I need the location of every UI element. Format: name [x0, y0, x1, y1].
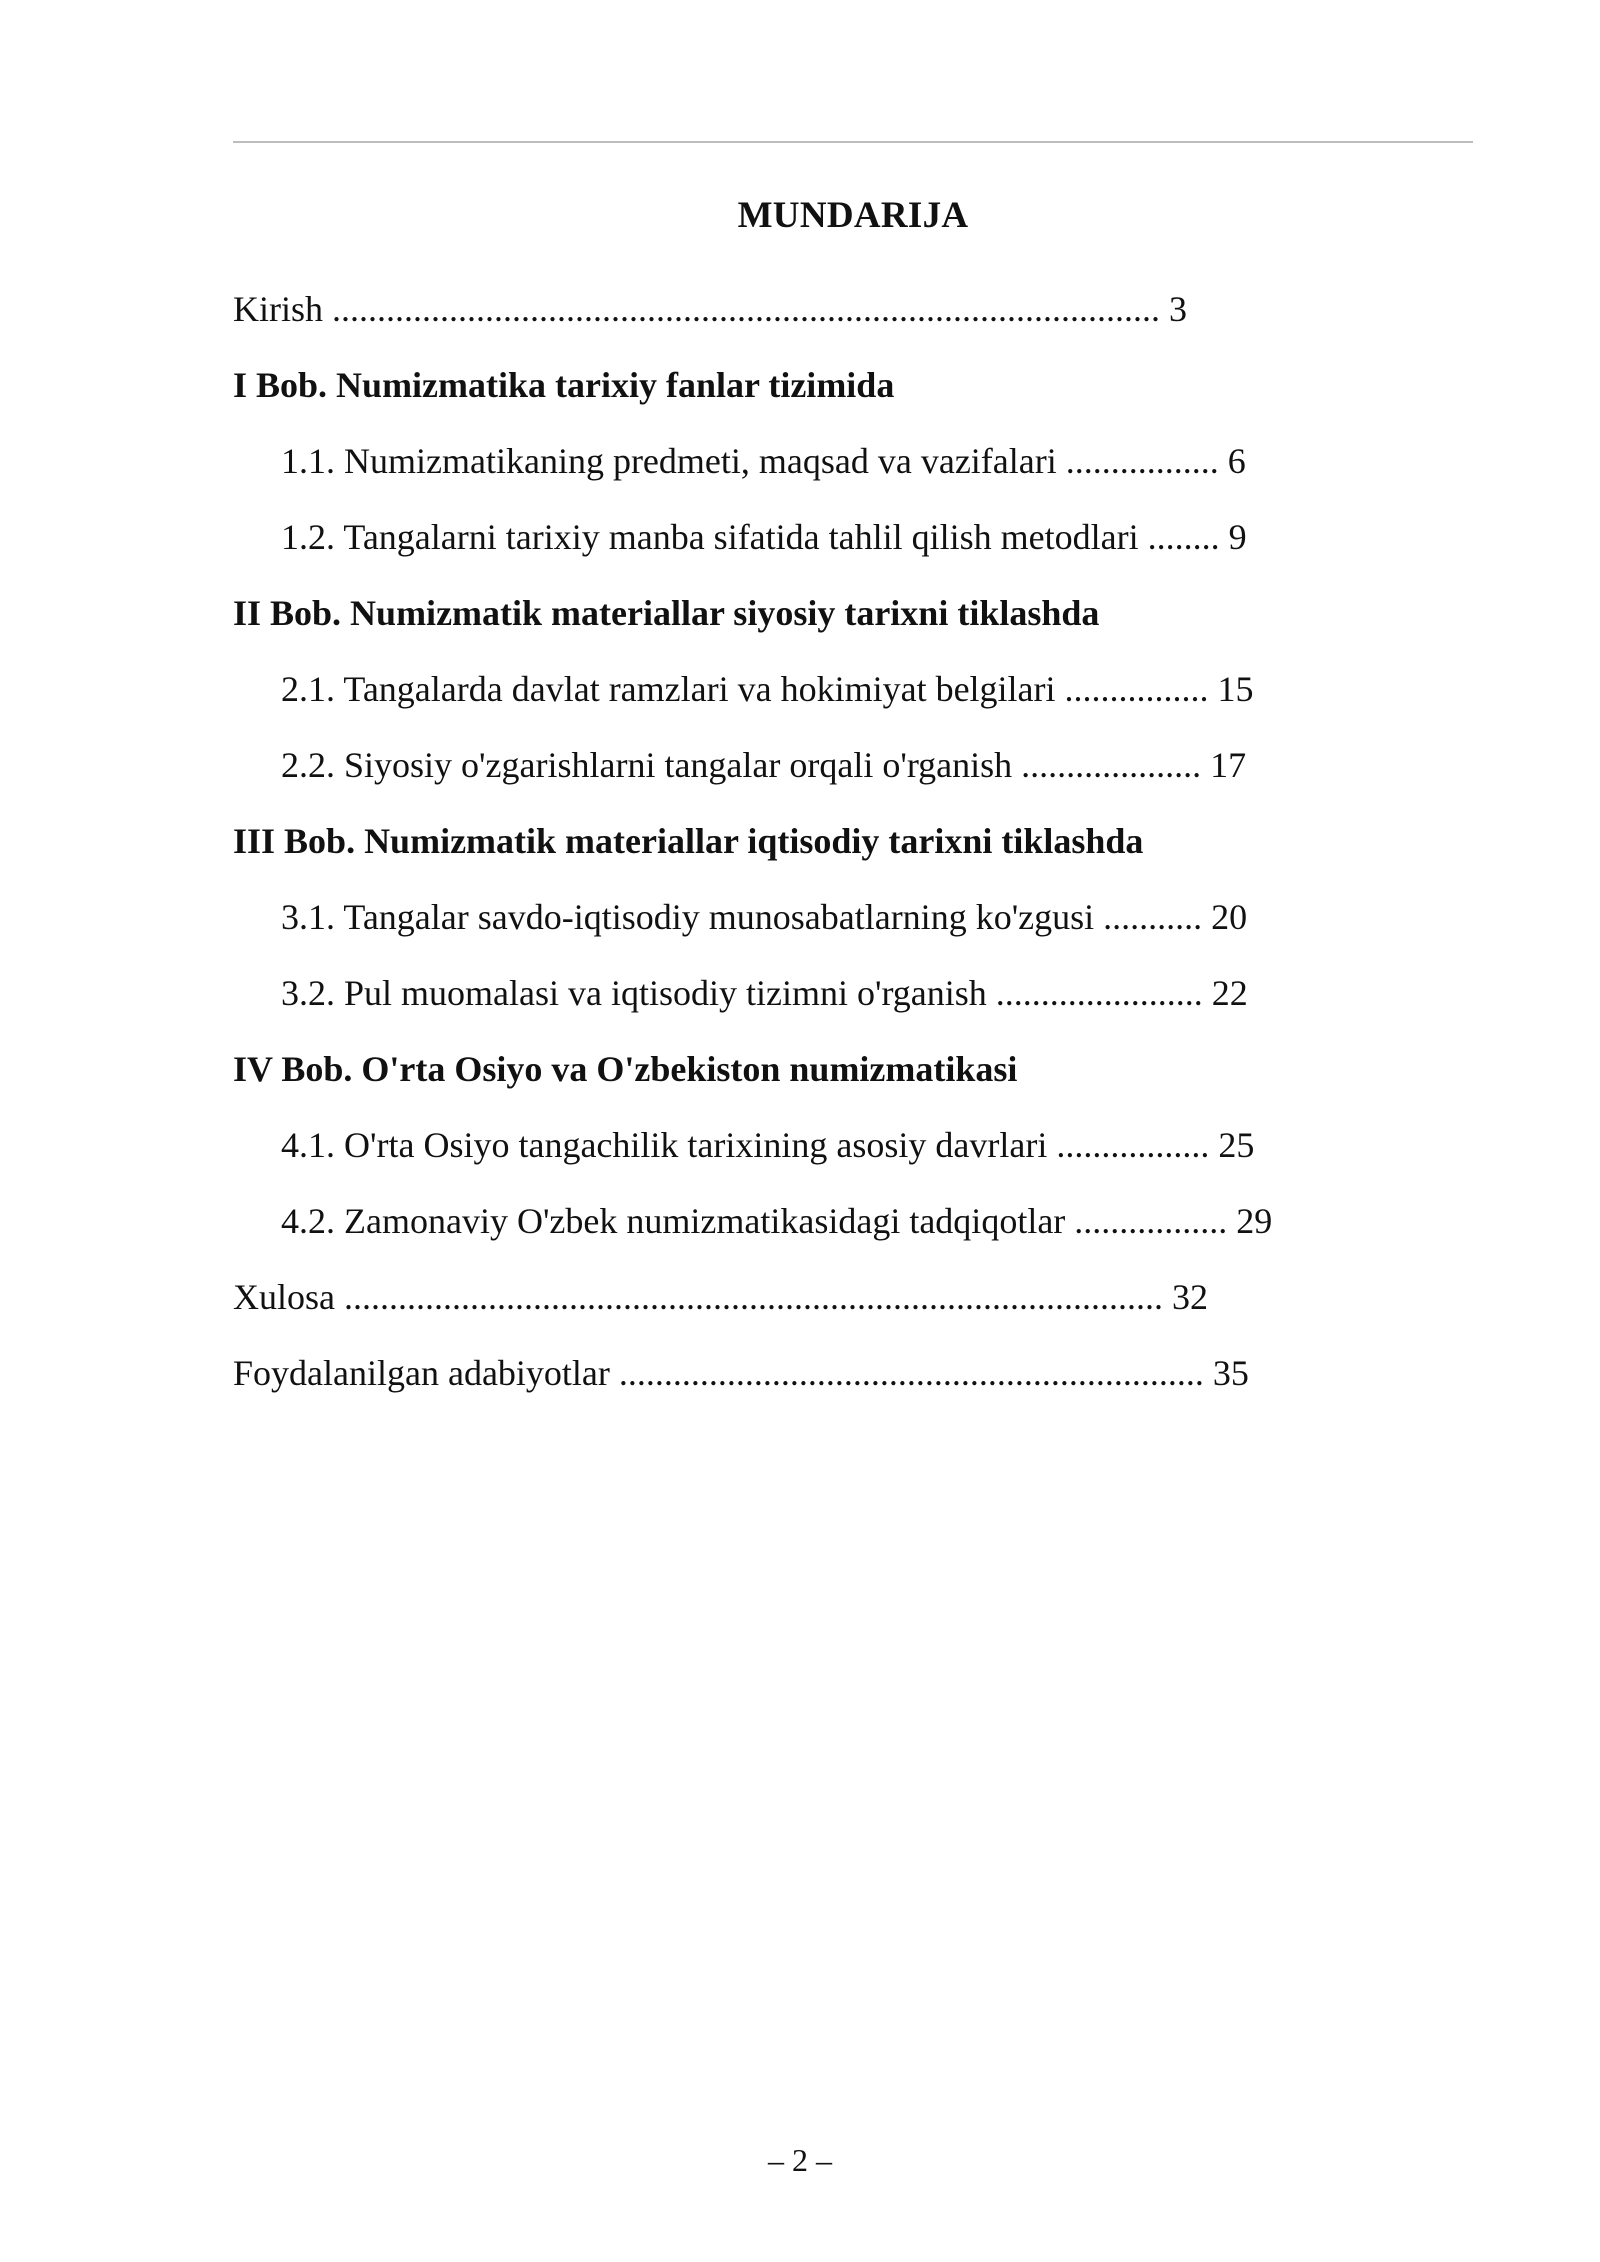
toc-section-4-2: 4.2. Zamonaviy O'zbek numizmatikasidagi tadqiqotlar ................. 29 — [281, 1201, 1273, 1241]
toc-section-1-1: 1.1. Numizmatikaning predmeti, maqsad va vazifalari ................. 6 — [281, 441, 1246, 481]
toc-entry-kirish: Kirish ............................................................................................ 3 — [233, 289, 1187, 329]
toc-section-2-1: 2.1. Tangalarda davlat ramzlari va hokimiyat belgilari ................ 15 — [281, 669, 1254, 709]
toc-section-1-2: 1.2. Tangalarni tarixiy manba sifatida tahlil qilish metodlari ........ 9 — [281, 517, 1247, 557]
page-number: – 2 – — [768, 2142, 832, 2178]
toc-chapter-1: I Bob. Numizmatika tarixiy fanlar tizimida — [233, 365, 895, 405]
table-of-contents — [233, 283, 1373, 1423]
toc-entry-references: Foydalanilgan adabiyotlar ................................................................. 35 — [233, 1353, 1249, 1393]
toc-chapter-2: II Bob. Numizmatik materiallar siyosiy tarixni tiklashda — [233, 593, 1100, 633]
toc-chapter-3: III Bob. Numizmatik materiallar iqtisodiy tarixni tiklashda — [233, 821, 1144, 861]
toc-section-4-1: 4.1. O'rta Osiyo tangachilik tarixining asosiy davrlari ................. 25 — [281, 1125, 1255, 1165]
toc-section-3-2: 3.2. Pul muomalasi va iqtisodiy tizimni o'rganish ....................... 22 — [281, 973, 1248, 1013]
header-rule — [233, 141, 1473, 143]
toc-chapter-4: IV Bob. O'rta Osiyo va O'zbekiston numizmatikasi — [233, 1049, 1018, 1089]
toc-entry-xulosa: Xulosa ........................................................................................... 32 — [233, 1277, 1208, 1317]
toc-section-3-1: 3.1. Tangalar savdo-iqtisodiy munosabatlarning ko'zgusi ........... 20 — [281, 897, 1248, 937]
toc-section-2-2: 2.2. Siyosiy o'zgarishlarni tangalar orqali o'rganish .................... 17 — [281, 745, 1247, 785]
toc-title: MUNDARIJA — [737, 195, 969, 236]
